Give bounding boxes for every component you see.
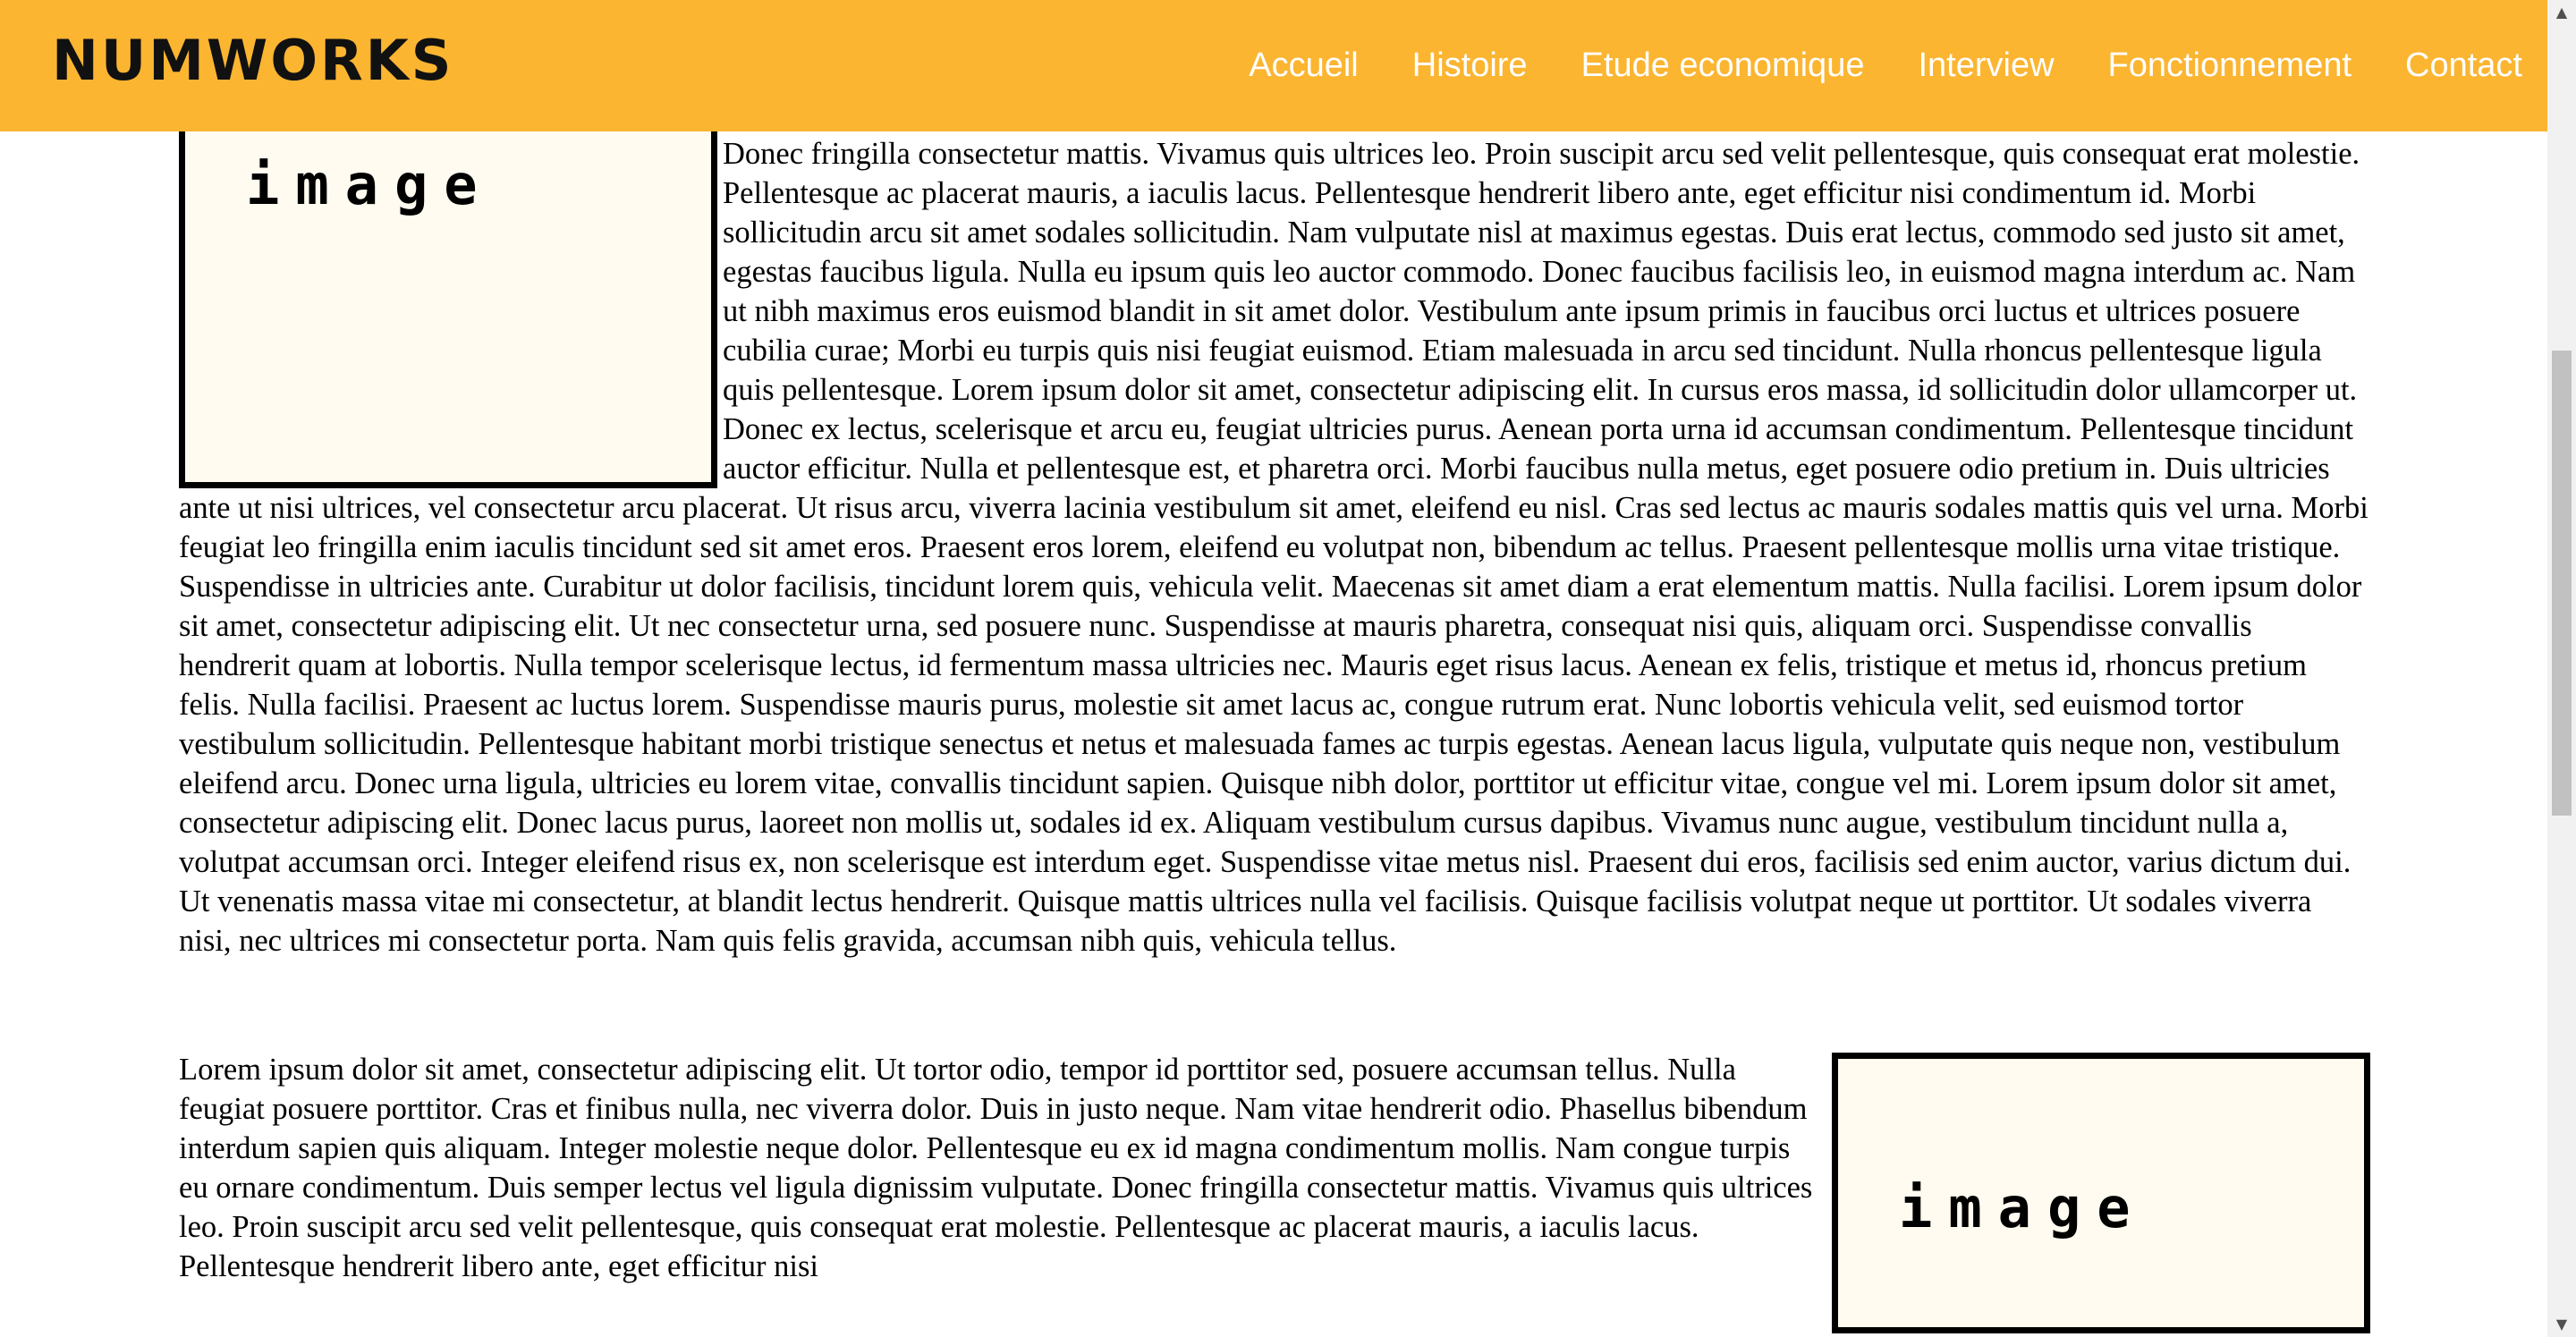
main-content [179, 0, 2370, 1333]
brand-logo[interactable]: NUMWORKS [52, 28, 454, 93]
image-placeholder-text: image [246, 152, 494, 217]
image-placeholder-left [179, 125, 717, 488]
nav-link-etude-economique[interactable]: Etude economique [1580, 47, 1865, 84]
paragraph-1: Donec fringilla consectetur mattis. Vivamus quis ultrices leo. Proin suscipit arcu sed velit pellentesque, quis consequat erat molestie. Pellentesque ac placerat mauris, a iaculis lacus. Pellentesque hendrerit libero ante, eget efficitur nisi condimentum id. Morbi sollicitudin arcu sit amet sodales sollicitudin. Nam vulputate nisl at maximus egestas. Duis erat lectus, commodo sed justo sit amet, egestas faucibus ligula. Nulla eu ipsum quis leo auctor commodo. Donec faucibus facilisis leo, in euismod magna interdum ac. Nam ut nibh maximus eros euismod blandit in sit amet dolor. Vestibulum ante ipsum primis in faucibus orci luctus et ultrices posuere cubilia curae; Morbi eu turpis quis nisi feugiat euismod. Etiam malesuada in arcu sed tincidunt. Nulla rhoncus pellentesque ligula quis pellentesque. Lorem ipsum dolor sit amet, consectetur adipiscing elit. In cursus eros massa, id sollicitudin dolor ullamcorper ut. Donec ex lectus, scelerisque et arcu eu, feugiat ultricies purus. Aenean porta urna id accumsan condimentum. Pellentesque tincidunt auctor efficitur. Nulla et pellentesque est, et pharetra orci. Morbi faucibus nulla metus, eget posuere odio pretium in. Duis ultricies ante ut nisi ultrices, vel consectetur arcu placerat. Ut risus arcu, viverra lacinia vestibulum sit amet, eleifend eu nisl. Cras sed lectus ac mauris sodales mattis quis vel urna. Morbi feugiat leo fringilla enim iaculis tincidunt sed sit amet eros. Praesent eros lorem, eleifend eu volutpat non, bibendum ac tellus. Praesent pellentesque mollis urna vitae tristique. Suspendisse in ultricies ante. Curabitur ut dolor facilisis, tincidunt lorem quis, vehicula velit. Maecenas sit amet diam a erat elementum mattis. Nulla facilisi. Lorem ipsum dolor sit amet, consectetur adipiscing elit. Ut nec consectetur urna, sed posuere nunc. Suspendisse at mauris pharetra, consequat nisi quis, aliquam orci. Suspendisse convallis hendrerit quam at lobortis. Nulla tempor scelerisque lectus, id fermentum massa ultricies nec. Mauris eget risus lacus. Aenean ex felis, tristique et metus id, rhoncus pretium felis. Nulla facilisi. Praesent ac luctus lorem. Suspendisse mauris purus, molestie sit amet lacus ac, congue rutrum erat. Nunc lobortis vehicula velit, sed euismod tortor vestibulum sollicitudin. Pellentesque habitant morbi tristique senectus et netus et malesuada fames ac turpis egestas. Aenean lacus ligula, vulputate quis neque non, vestibulum eleifend arcu. Donec urna ligula, ultricies eu lorem vitae, convallis tincidunt sapien. Quisque nibh dolor, porttitor ut efficitur vitae, congue vel mi. Lorem ipsum dolor sit amet, consectetur adipiscing elit. Donec lacus purus, laoreet non mollis ut, sodales id ex. Aliquam vestibulum cursus dapibus. Vivamus nunc augue, vestibulum tincidunt nulla a, volutpat accumsan orci. Integer eleifend risus ex, non scelerisque est interdum eget. Suspendisse vitae metus nisl. Praesent dui eros, facilisis sed enim auctor, varius dictum dui. Ut venenatis massa vitae mi consectetur, at blandit lectus hendrerit. Quisque mattis ultrices nulla vel facilisis. Quisque facilisis volutpat neque ut porttitor. Ut sodales viverra nisi, nec ultrices mi consectetur porta. Nam quis felis gravida, accumsan nibh quis, vehicula tellus. [179, 137, 2368, 958]
scroll-up-arrow-icon[interactable]: ▲ [2555, 4, 2568, 21]
nav-link-contact[interactable]: Contact [2405, 47, 2522, 84]
image-placeholder-right [1832, 1053, 2370, 1333]
nav-link-fonctionnement[interactable]: Fonctionnement [2107, 47, 2352, 84]
paragraph-2: Lorem ipsum dolor sit amet, consectetur adipiscing elit. Ut tortor odio, tempor id porttitor sed, posuere accumsan tellus. Nulla feugiat posuere porttitor. Cras et finibus nulla, nec viverra dolor. Duis in justo neque. Nam vitae hendrerit odio. Phasellus bibendum interdum sapien quis aliquam. Integer molestie neque dolor. Pellentesque eu ex id magna condimentum mollis. Nam congue turpis eu ornare condimentum. Duis semper lectus vel ligula dignissim vulputate. Donec fringilla consectetur mattis. Vivamus quis ultrices leo. Proin suscipit arcu sed velit pellentesque, quis consequat erat molestie. Pellentesque ac placerat mauris, a iaculis lacus. Pellentesque hendrerit libero ante, eget efficitur nisi [179, 1053, 1813, 1283]
section-spacer [179, 960, 2370, 1050]
vertical-scrollbar[interactable] [2547, 0, 2576, 1337]
nav-link-histoire[interactable]: Histoire [1411, 47, 1528, 84]
article-section-2 [179, 1050, 2370, 1286]
image-placeholder-text: image [1899, 1175, 2147, 1240]
nav-link-accueil[interactable]: Accueil [1249, 47, 1359, 84]
scrollbar-thumb[interactable] [2552, 351, 2572, 816]
article-section-1 [179, 0, 2370, 960]
top-navbar [0, 0, 2547, 131]
main-nav [1195, 0, 2522, 131]
scroll-down-arrow-icon[interactable]: ▼ [2555, 1316, 2568, 1333]
nav-link-interview[interactable]: Interview [1918, 47, 2055, 84]
